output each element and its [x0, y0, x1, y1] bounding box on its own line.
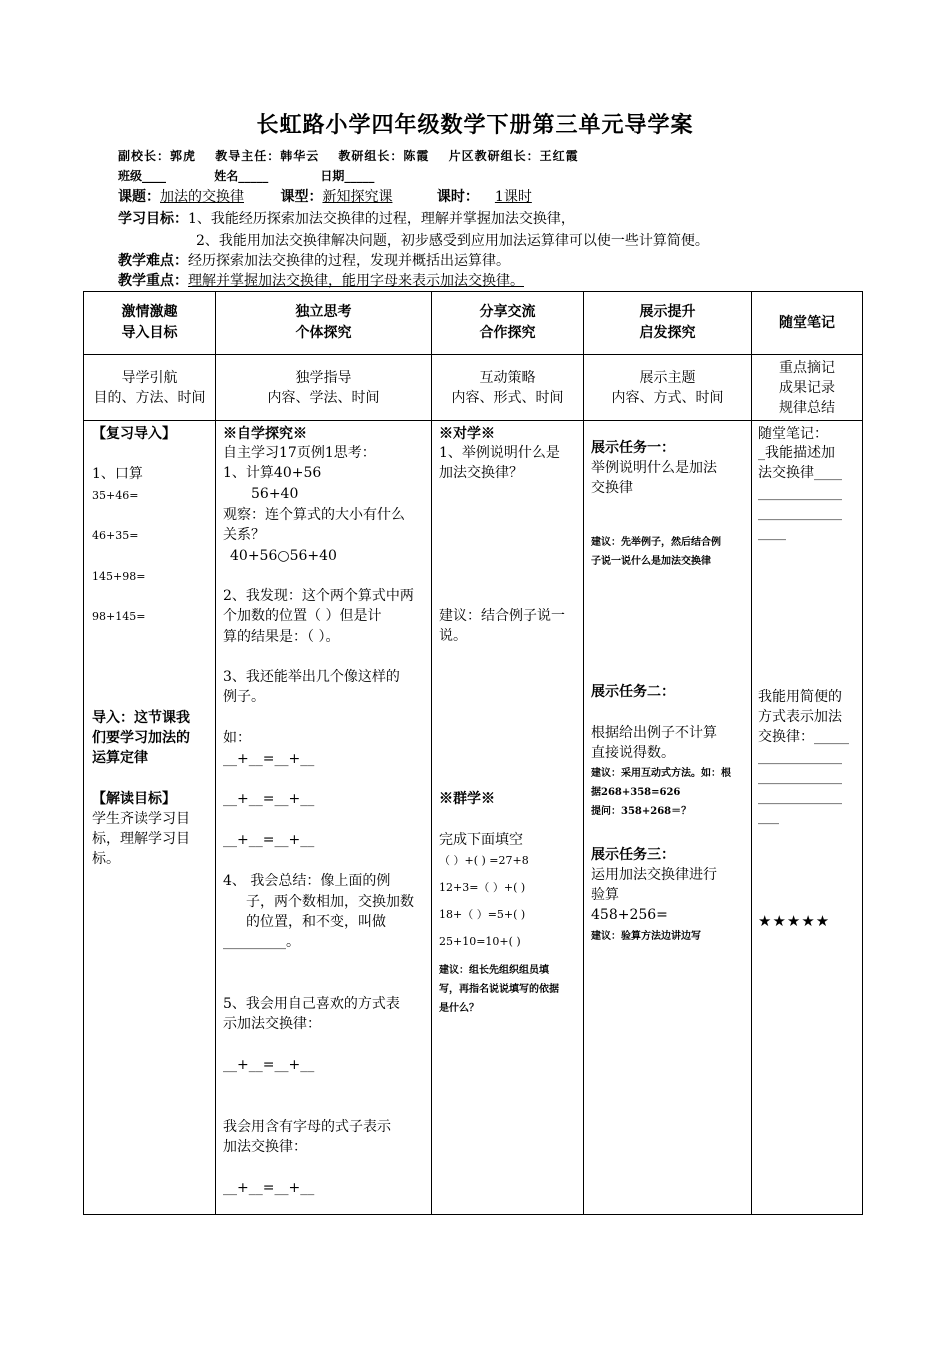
- subheader-col-3: 互动策略 内容、形式、时间: [432, 355, 584, 421]
- student-line: [118, 167, 374, 184]
- topic-value: 加法的交换律: [160, 189, 244, 205]
- goal-2: 2、我能用加法交换律解决问题，初步感受到应用加法运算律可以使一些计算简便。: [196, 233, 709, 249]
- type-value: 新知探究课: [322, 189, 393, 205]
- content-row: [84, 421, 863, 1215]
- date-field: 日期_____: [320, 169, 375, 183]
- class-field: 班级____: [118, 169, 167, 183]
- page-title: 长虹路小学四年级数学下册第三单元导学案: [256, 112, 694, 138]
- type-label: 课型：: [280, 189, 323, 205]
- director: 教导主任：韩华云: [215, 149, 320, 163]
- rating-stars: ★★★★★: [758, 912, 831, 930]
- header-col-5: 随堂笔记: [752, 292, 863, 355]
- header-row: [84, 292, 863, 355]
- focus-line: [118, 271, 524, 291]
- header-col-3: 分享交流 合作探究: [432, 292, 584, 355]
- col-show: 展示任务一： 举例说明什么是加法 交换律 建议：先举例子，然后结合例 子说一说什么是加法交换律 展示任务二： 根据给出例子不计算 直接说得数。 建议：采用互动式方法。如：根 据268+358=626 提问：358+268＝？ 展示任务三： 运用加法交换律进行 验算 458+256= 建议：验算方法边讲边写: [584, 421, 752, 1215]
- hours-label: 课时：: [436, 189, 479, 205]
- subheader-col-4: 展示主题 内容、方式、时间: [584, 355, 752, 421]
- group-leader: 教研组长：陈霞: [338, 149, 430, 163]
- goal-1: 1、我能经历探索加法交换律的过程，理解并掌握加法交换律，: [188, 211, 575, 227]
- difficulty-label: 教学难点：: [118, 253, 188, 269]
- hours-value: 1课时: [494, 189, 532, 205]
- difficulty-line: [118, 251, 510, 271]
- vice-principal: 副校长：郭虎: [118, 149, 197, 163]
- name-field: 姓名_____: [214, 169, 269, 183]
- col-pair-study: ※对学※ 1、举例说明什么是 加法交换律？ 建议：结合例子说一 说。 ※群学※ 完成下面填空 （ ）+( ) =27+8 12+3=（ ）+( ) 18+（ ）=5+( ) 25+10=10+( ) 建议：组长先组织组员填 写，再指名说说填写的依据 是什么？: [432, 421, 584, 1215]
- goals-label: 学习目标：: [118, 211, 188, 227]
- subheader-col-1: 导学引航 目的、方法、时间: [84, 355, 216, 421]
- subheader-col-5: 重点摘记 成果记录 规律总结: [752, 355, 863, 421]
- lesson-line: [118, 187, 532, 207]
- difficulty-text: 经历探索加法交换律的过程，发现并概括出运算律。: [188, 253, 510, 269]
- subheader-row: [84, 355, 863, 421]
- header-col-1: 激情激趣 导入目标: [84, 292, 216, 355]
- goals-line-1: [118, 209, 575, 229]
- district-leader: 片区教研组长：王红霞: [448, 149, 579, 163]
- focus-text: 理解并掌握加法交换律，能用字母来表示加法交换律。: [188, 273, 524, 289]
- topic-label: 课题：: [118, 189, 160, 205]
- focus-label: 教学重点：: [118, 273, 188, 289]
- header-col-4: 展示提升 启发探究: [584, 292, 752, 355]
- col-self-study: ※自学探究※ 自主学习17页例1思考： 1、计算40+56 56+40 观察：连个算式的大小有什么 关系？ 40+56○56+40 2、我发现：这个两个算式中两 个加数的位置（ ）但是计 算的结果是：（ ）。 3、我还能举出几个像这样的 例子。 如： __+__=__+__ __+__=__+__ __+__=__+__ 4、 我会总结：像上面的例 子，两个数相加，交换加数 的位置，和不变，叫做 _________。 5、我会用自己喜欢的方式表 示加法交换律： __+__=__+__ 我会用含有字母的式子表示 加法交换律： __+__=__+__: [216, 421, 432, 1215]
- header-col-2: 独立思考 个体探究: [216, 292, 432, 355]
- staff-line: [118, 147, 593, 164]
- subheader-col-2: 独学指导 内容、学法、时间: [216, 355, 432, 421]
- col-notes: 随堂笔记： _我能描述加 法交换律____ ____________ ____________ ____ 我能用简便的 方式表示加法 交换律：_____ ____________ ____________ ____________ ___ ★★★★★: [752, 421, 863, 1215]
- col-intro: 【复习导入】 1、口算 35+46= 46+35= 145+98= 98+145= 导入：这节课我 们要学习加法的 运算定律 【解读目标】 学生齐读学习目 标，理解学习目 标。: [84, 421, 216, 1215]
- lesson-table: [83, 291, 862, 1215]
